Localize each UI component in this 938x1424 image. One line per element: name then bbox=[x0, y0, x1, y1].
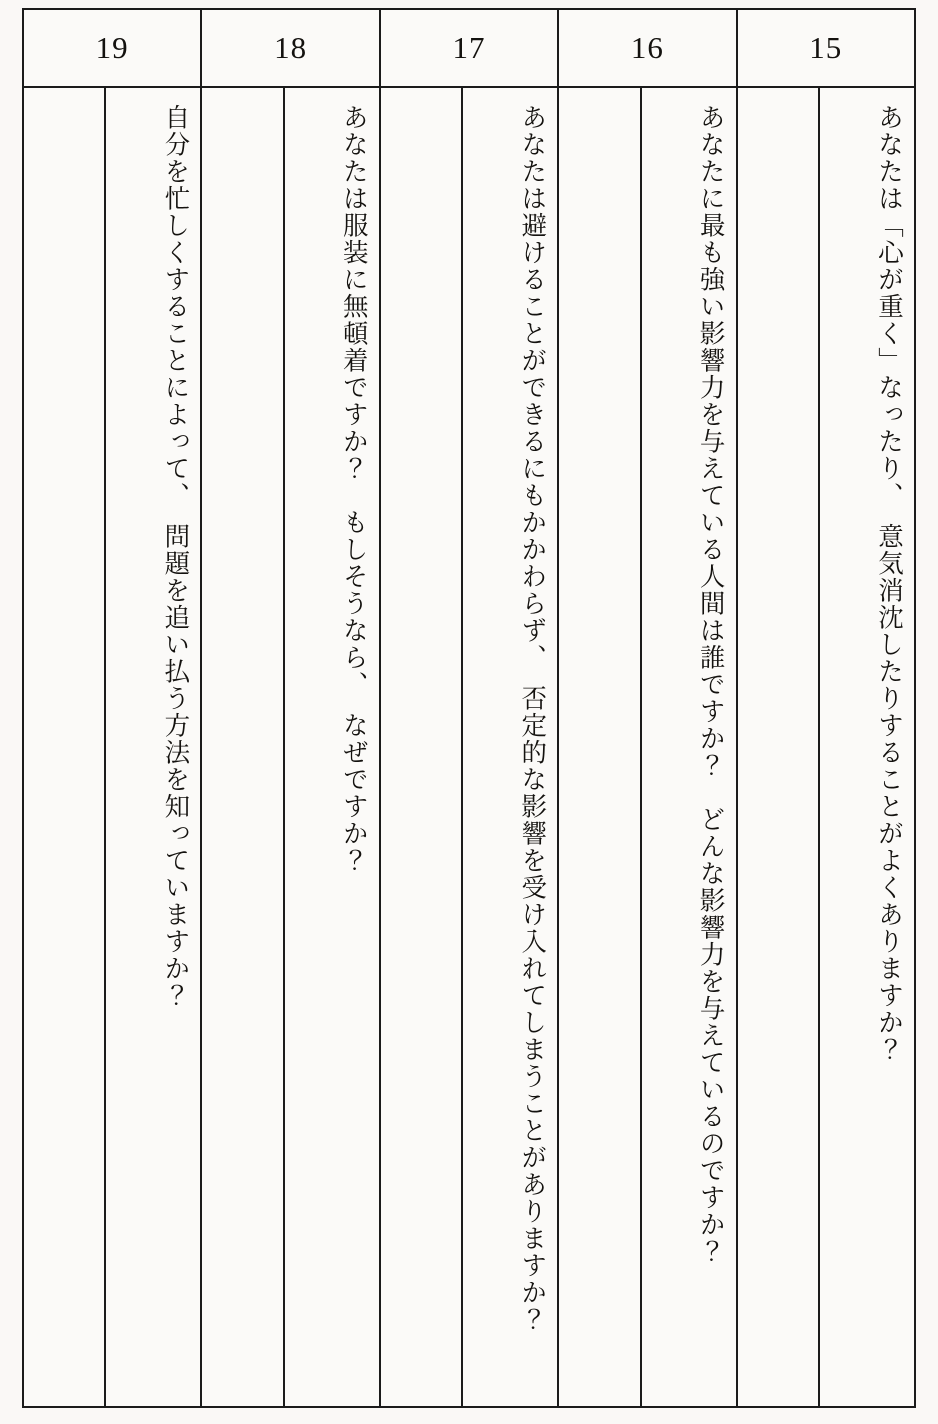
question-column-17 bbox=[379, 10, 557, 1406]
question-body bbox=[381, 88, 557, 1406]
question-body bbox=[202, 88, 378, 1406]
question-text: あなたは「心が重く」なったり、 意気消沈したりすることがよくありますか？ bbox=[875, 104, 904, 1064]
question-text: 自分を忙しくすることによって、 問題を追い払う方法を知っていますか？ bbox=[161, 104, 191, 1010]
question-body bbox=[24, 88, 200, 1406]
question-number: 15 bbox=[738, 10, 914, 88]
question-column-18 bbox=[200, 10, 378, 1406]
question-number: 16 bbox=[559, 10, 735, 88]
question-number: 18 bbox=[202, 10, 378, 88]
question-text: あなたは服装に無頓着ですか？ もしそうなら、 なぜですか？ bbox=[339, 104, 369, 875]
question-body bbox=[738, 88, 914, 1406]
question-column-15 bbox=[736, 10, 914, 1406]
question-column-19 bbox=[24, 10, 200, 1406]
question-table bbox=[22, 8, 916, 1408]
question-text: あなたに最も強い影響力を与えている人間は誰ですか？ どんな影響力を与えているのですか？ bbox=[696, 104, 726, 1265]
question-column-16 bbox=[557, 10, 735, 1406]
question-body bbox=[559, 88, 735, 1406]
question-number: 19 bbox=[24, 10, 200, 88]
question-text: あなたは避けることができるにもかかわらず、 否定的な影響を受け入れてしまうことがありますか？ bbox=[518, 104, 548, 1334]
question-number: 17 bbox=[381, 10, 557, 88]
